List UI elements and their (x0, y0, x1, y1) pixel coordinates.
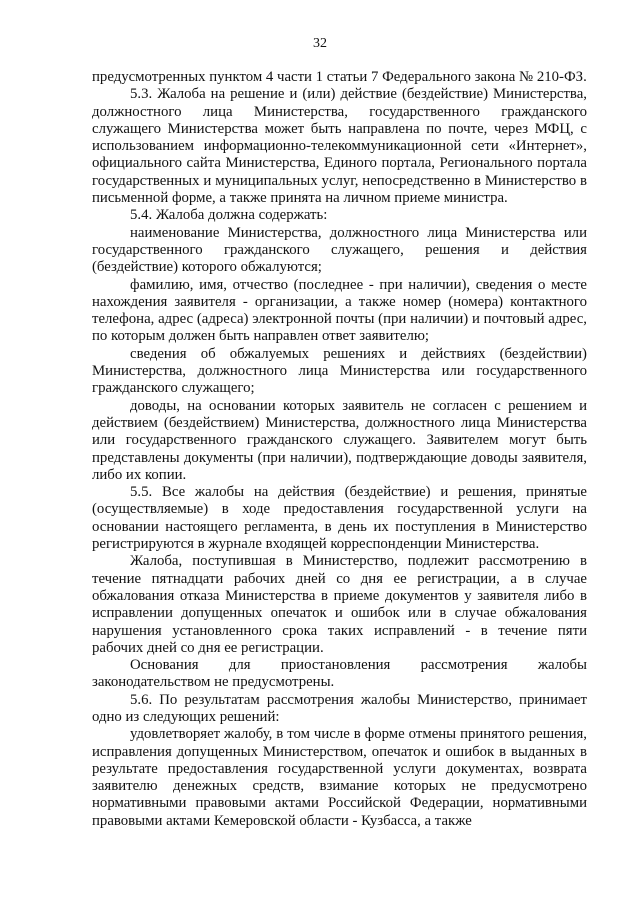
paragraph-5-4-item-decisions: сведения об обжалуемых решениях и действиях (бездействии) Министерства, должностного лица Министерства или государственного гражданского служащего; (92, 345, 587, 397)
page-number: 32 (313, 36, 327, 51)
document-body (92, 69, 587, 830)
paragraph-5-5-review-term: Жалоба, поступившая в Министерство, подлежит рассмотрению в течение пятнадцати рабочих дней со дня ее регистрации, а в случае обжалования отказа Министерства в приеме документов у заявителя либо в исправлении допущенных опечаток и ошибок или в случае обжалования нарушения установленного срока таких исправлений - в течение пяти рабочих дней со дня ее регистрации. (92, 553, 587, 656)
paragraph-5-5-suspension: Основания для приостановления рассмотрения жалобы законодательством не предусмотрены. (92, 657, 587, 691)
paragraph-5-4: 5.4. Жалоба должна содержать: (130, 207, 328, 224)
paragraph-continuation: предусмотренных пунктом 4 части 1 статьи 7 Федерального закона № 210-ФЗ. (92, 69, 587, 85)
paragraph-5-6: 5.6. По результатам рассмотрения жалобы Министерство, принимает одно из следующих решений: (92, 691, 587, 725)
paragraph-5-4-item-name: наименование Министерства, должностного лица Министерства или государственного гражданского служащего, решения и действия (бездействие) которого обжалуются; (92, 224, 587, 276)
paragraph-5-3: 5.3. Жалоба на решение и (или) действие (бездействие) Министерства, должностного лица Министерства, государственного гражданского служащего Министерства может быть направлена по почте, через МФЦ, с использованием информационно-телекоммуникационной сети «Интернет», официального сайта Министерства, Единого портала, Регионального портала государственных и муниципальных услуг, непосредственно в Министерство в письменной форме, а также принята на личном приеме министра. (92, 86, 587, 207)
paragraph-5-5: 5.5. Все жалобы на действия (бездействие) и решения, принятые (осуществляемые) в ходе предоставления государственной услуги на основании настоящего регламента, в день их поступления в Министерство регистрируются в журнале входящей корреспонденции Министерства. (92, 484, 587, 553)
paragraph-5-6-satisfy: удовлетворяет жалобу, в том числе в форме отмены принятого решения, исправления допущенных Министерством, опечаток и ошибок в выданных в результате предоставления государственной услуги документах, возврата заявителю денежных средств, взимание которых не предусмотрено нормативными правовыми актами Российской Федерации, нормативными правовыми актами Кемеровской области - Кузбасса, а также (92, 726, 587, 829)
paragraph-5-4-item-arguments: доводы, на основании которых заявитель не согласен с решением и действием (бездействием) Министерства, должностного лица Министерства или государственного гражданского служащего. Заявителем могут быть представлены документы (при наличии), подтверждающие доводы заявителя, либо их копии. (92, 397, 587, 483)
paragraph-5-4-item-applicant: фамилию, имя, отчество (последнее - при наличии), сведения о месте нахождения заявителя - организации, а также номер (номера) контактного телефона, адрес (адреса) электронной почты (при наличии) и почтовый адрес, по которым должен быть направлен ответ заявителю; (92, 276, 587, 345)
